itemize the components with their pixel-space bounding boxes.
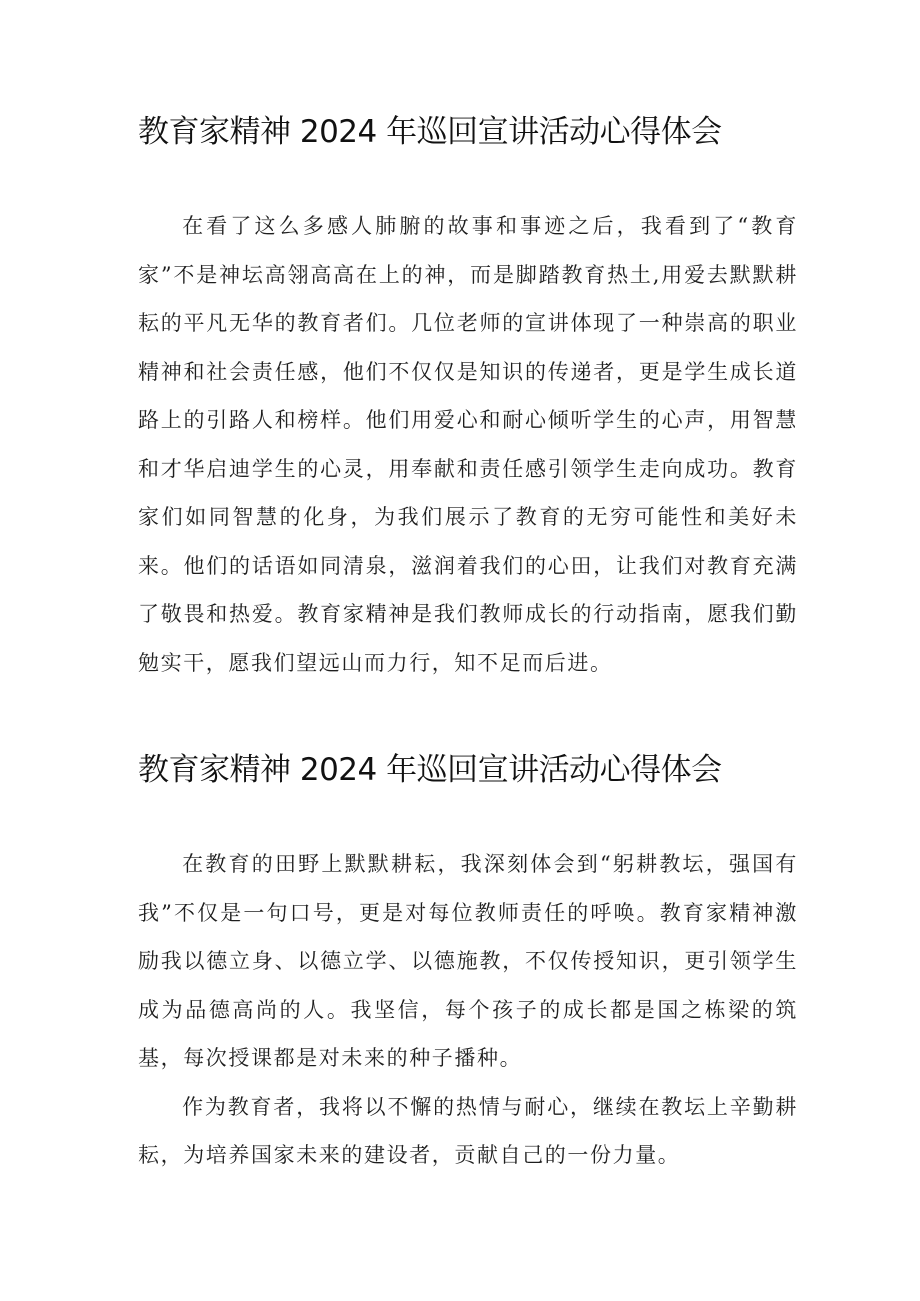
section-paragraph: 在教育的田野上默默耕耘，我深刻体会到“躬耕教坛，强国有我”不仅是一句口号，更是对每位教师责任的呼唤。教育家精神激励我以德立身、以德立学、以德施教，不仅传授知识，更引领学生成为品德高尚的人。我坚信，每个孩子的成长都是国之栋梁的筑基，每次授课都是对未来的种子播种。: [138, 852, 798, 1070]
essay-section-1: [138, 108, 798, 687]
section-paragraph: 在看了这么多感人肺腑的故事和事迹之后，我看到了“教育家”不是神坛高翎高高在上的神，而是脚踏教育热土,用爱去默默耕耘的平凡无华的教育者们。几位老师的宣讲体现了一种崇高的职业精神和社会责任感，他们不仅仅是知识的传递者，更是学生成长道路上的引路人和榜样。他们用爱心和耐心倾听学生的心声，用智慧和才华启迪学生的心灵，用奉献和责任感引领学生走向成功。教育家们如同智慧的化身，为我们展示了教育的无穷可能性和美好未来。他们的话语如同清泉，滋润着我们的心田，让我们对教育充满了敬畏和热爱。教育家精神是我们教师成长的行动指南，愿我们勤勉实干，愿我们望远山而力行，知不足而后进。: [138, 214, 798, 675]
section-title: 教育家精神 2024 年巡回宣讲活动心得体会: [138, 752, 722, 788]
section-paragraph: 作为教育者，我将以不懈的热情与耐心，继续在教坛上辛勤耕耘，为培养国家未来的建设者，贡献自己的一份力量。: [138, 1094, 798, 1167]
essay-section-2: [138, 746, 798, 1180]
section-title: 教育家精神 2024 年巡回宣讲活动心得体会: [138, 114, 722, 150]
